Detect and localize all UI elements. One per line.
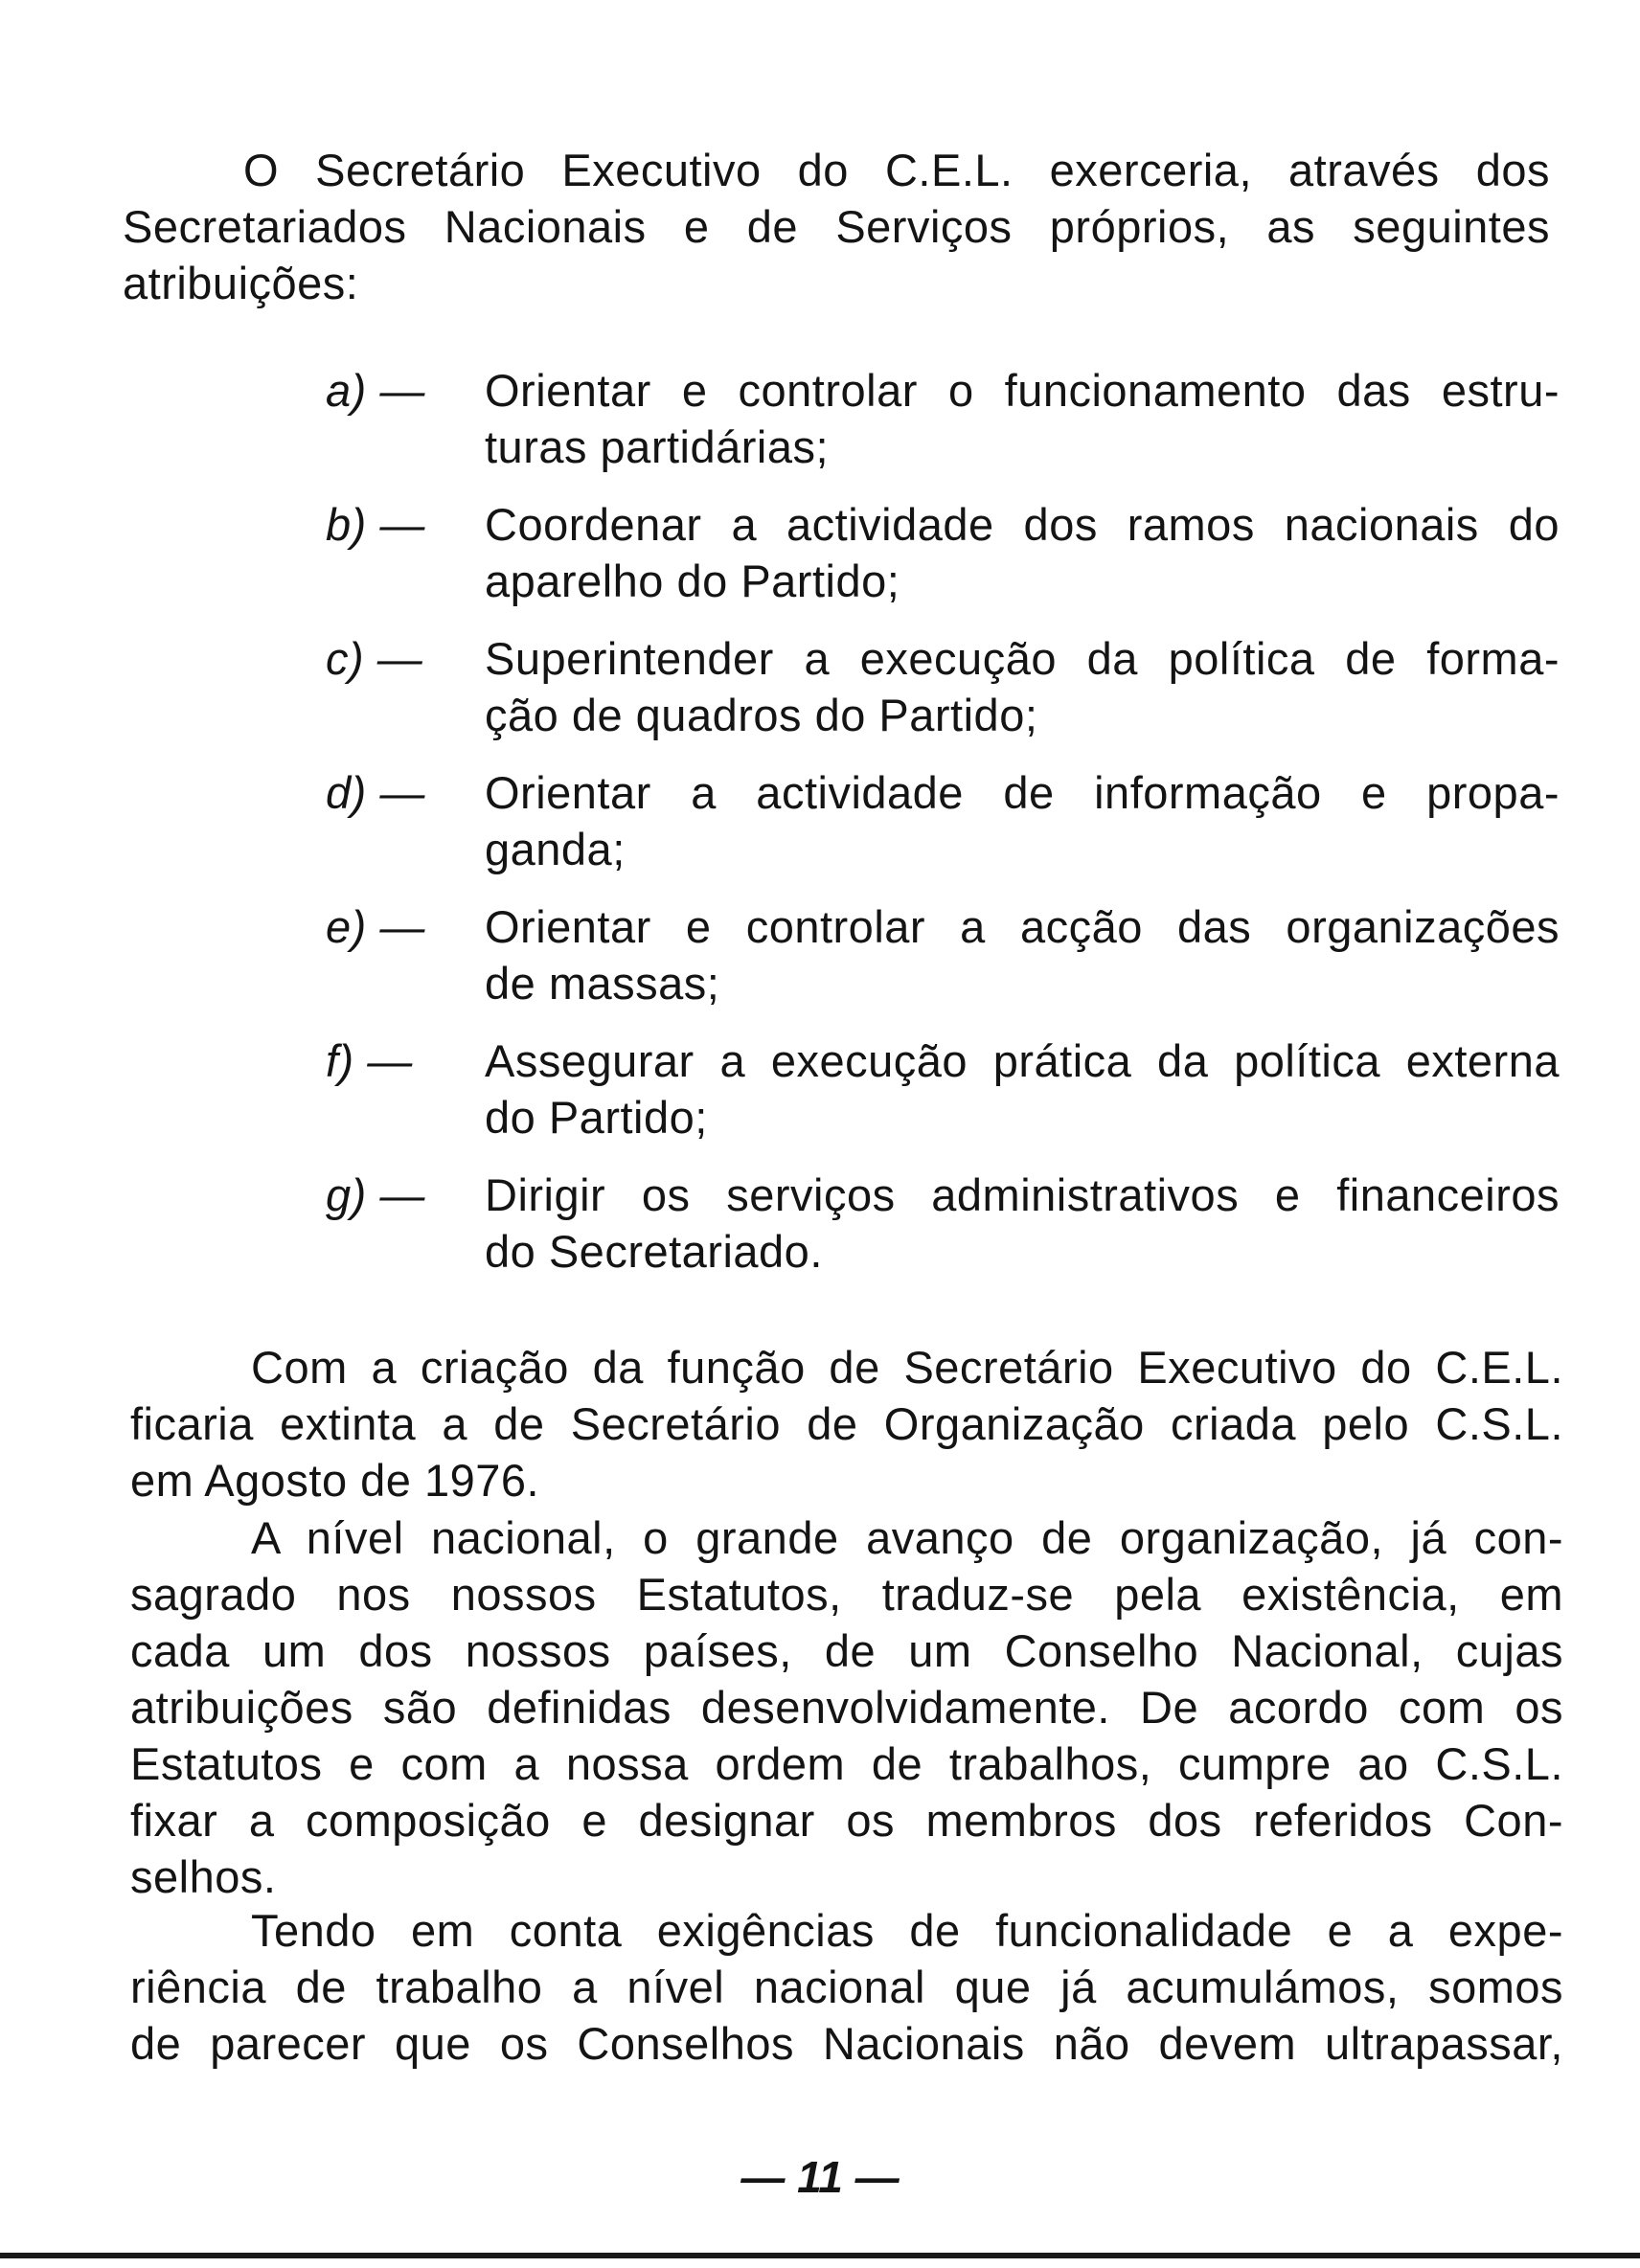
list-item — [326, 362, 1560, 475]
paragraph-line: riência de trabalho a nível nacional que já acumulámos, somos — [130, 1962, 1563, 2012]
list-item — [326, 1032, 1560, 1145]
paragraph-line: atribuições: — [123, 258, 359, 308]
list-item — [326, 1167, 1560, 1280]
paragraph-line: de parecer que os Conselhos Nacionais não devem ultrapassar, — [130, 2018, 1563, 2069]
list-marker: b) — — [326, 499, 425, 550]
list-item — [326, 496, 1560, 609]
paragraph-line: A nível nacional, o grande avanço de organização, já con- — [251, 1512, 1563, 1563]
paragraph-line: Tendo em conta exigências de funcionalidade e a expe- — [251, 1905, 1563, 1956]
list-marker: e) — — [326, 901, 425, 952]
list-item-line: Orientar e controlar a acção das organizações — [485, 901, 1560, 952]
list-marker: c) — — [326, 633, 423, 684]
page-number: — 11 — — [740, 2152, 900, 2202]
paragraph-secretary-creation — [130, 1339, 1563, 1508]
paragraph-line: atribuições são definidas desenvolvidamente. De acordo com os — [130, 1682, 1563, 1733]
paragraph-line: em Agosto de 1976. — [130, 1455, 540, 1506]
paragraph-national-level — [130, 1509, 1563, 1905]
list-item-line: Assegurar a execução prática da política externa — [485, 1035, 1560, 1086]
list-item — [326, 898, 1560, 1011]
paragraph-line: Secretariados Nacionais e de Serviços próprios, as seguintes — [123, 201, 1550, 252]
paragraph-line: cada um dos nossos países, de um Conselho Nacional, cujas — [130, 1625, 1563, 1676]
paragraph-line: ficaria extinta a de Secretário de Organização criada pelo C.S.L. — [130, 1398, 1563, 1449]
list-marker: g) — — [326, 1169, 425, 1220]
list-item-line: turas partidárias; — [485, 421, 830, 472]
page-bottom-border — [0, 2253, 1640, 2258]
list-item-line: do Partido; — [485, 1092, 708, 1143]
attributions-list — [326, 362, 1560, 1301]
list-marker: a) — — [326, 365, 425, 416]
paragraph-functionality — [130, 1902, 1563, 2072]
list-item-line: ção de quadros do Partido; — [485, 690, 1038, 740]
list-item-line: ganda; — [485, 824, 626, 874]
list-item-line: Orientar e controlar o funcionamento das estru- — [485, 365, 1560, 416]
paragraph-line: selhos. — [130, 1851, 277, 1902]
list-marker: d) — — [326, 767, 425, 818]
list-item-line: Dirigir os serviços administrativos e financeiros — [485, 1169, 1560, 1220]
list-marker: f) — — [326, 1035, 413, 1086]
list-item-line: de massas; — [485, 958, 720, 1009]
paragraph-line: Com a criação da função de Secretário Executivo do C.E.L. — [251, 1342, 1563, 1393]
list-item — [326, 630, 1560, 743]
intro-paragraph — [123, 142, 1550, 311]
list-item — [326, 764, 1560, 877]
list-item-line: Orientar a actividade de informação e propa- — [485, 767, 1560, 818]
paragraph-line: Estatutos e com a nossa ordem de trabalhos, cumpre ao C.S.L. — [130, 1738, 1563, 1789]
paragraph-line: O Secretário Executivo do C.E.L. exerceria, através dos — [243, 145, 1550, 195]
paragraph-line: fixar a composição e designar os membros dos referidos Con- — [130, 1795, 1563, 1846]
list-item-line: Superintender a execução da política de forma- — [485, 633, 1560, 684]
paragraph-line: sagrado nos nossos Estatutos, traduz-se pela existência, em — [130, 1569, 1563, 1620]
list-item-line: Coordenar a actividade dos ramos nacionais do — [485, 499, 1560, 550]
list-item-line: aparelho do Partido; — [485, 556, 900, 606]
list-item-line: do Secretariado. — [485, 1226, 823, 1277]
